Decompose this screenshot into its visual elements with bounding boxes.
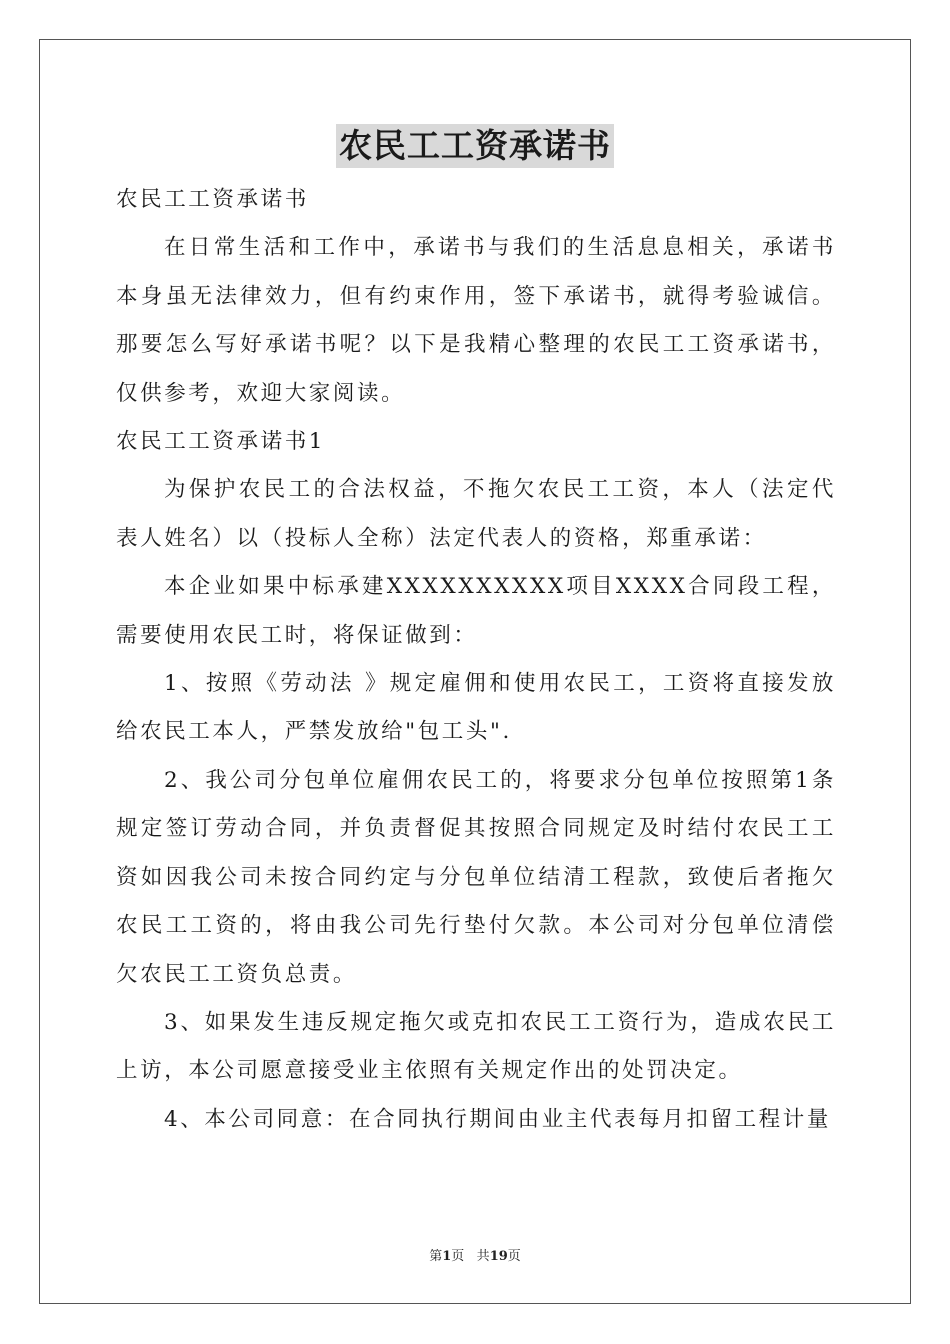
page-total: 19 (489, 1249, 508, 1264)
document-body (116, 176, 836, 1144)
page-suffix: 页 (451, 1249, 465, 1264)
page-current: 1 (442, 1249, 452, 1264)
page-prefix: 第 (429, 1249, 443, 1264)
intro-paragraph: 在日常生活和工作中，承诺书与我们的生活息息相关，承诺书本身虽无法律效力，但有约束作用，签下承诺书，就得考验诚信。那要怎么写好承诺书呢？以下是我精心整理的农民工工资承诺书，仅供参考，欢迎大家阅读。 (116, 235, 836, 406)
body-paragraph: 为保护农民工的合法权益，不拖欠农民工工资，本人（法定代表人姓名）以（投标人全称）法定代表人的资格，郑重承诺： (116, 477, 836, 551)
total-suffix: 页 (507, 1249, 521, 1264)
document-title: 农民工工资承诺书 (336, 124, 614, 168)
clause-4: 4、本公司同意：在合同执行期间由业主代表每月扣留工程计量 (164, 1106, 831, 1132)
total-prefix: 共 (476, 1249, 490, 1264)
page-footer (0, 1248, 950, 1266)
clause-3: 3、如果发生违反规定拖欠或克扣农民工工资行为，造成农民工上访，本公司愿意接受业主依照有关规定作出的处罚决定。 (116, 1009, 836, 1084)
clause-1: 1、按照《劳动法 》规定雇佣和使用农民工，工资将直接发放给农民工本人，严禁发放给"包工头". (116, 671, 836, 745)
clause-2: 2、我公司分包单位雇佣农民工的，将要求分包单位按照第1条规定签订劳动合同，并负责督促其按照合同规定及时结付农民工工资如因我公司未按合同约定与分包单位结清工程款，致使后者拖欠农民工工资的，将由我公司先行垫付欠款。本公司对分包单位清偿欠农民工工资负总责。 (116, 767, 836, 987)
section-heading: 农民工工资承诺书1 (116, 429, 326, 455)
subtitle-paragraph: 农民工工资承诺书 (116, 187, 309, 212)
title-container (0, 124, 950, 168)
body-paragraph: 本企业如果中标承建XXXXXXXXXX项目XXXX合同段工程，需要使用农民工时，将保证做到： (116, 574, 836, 648)
